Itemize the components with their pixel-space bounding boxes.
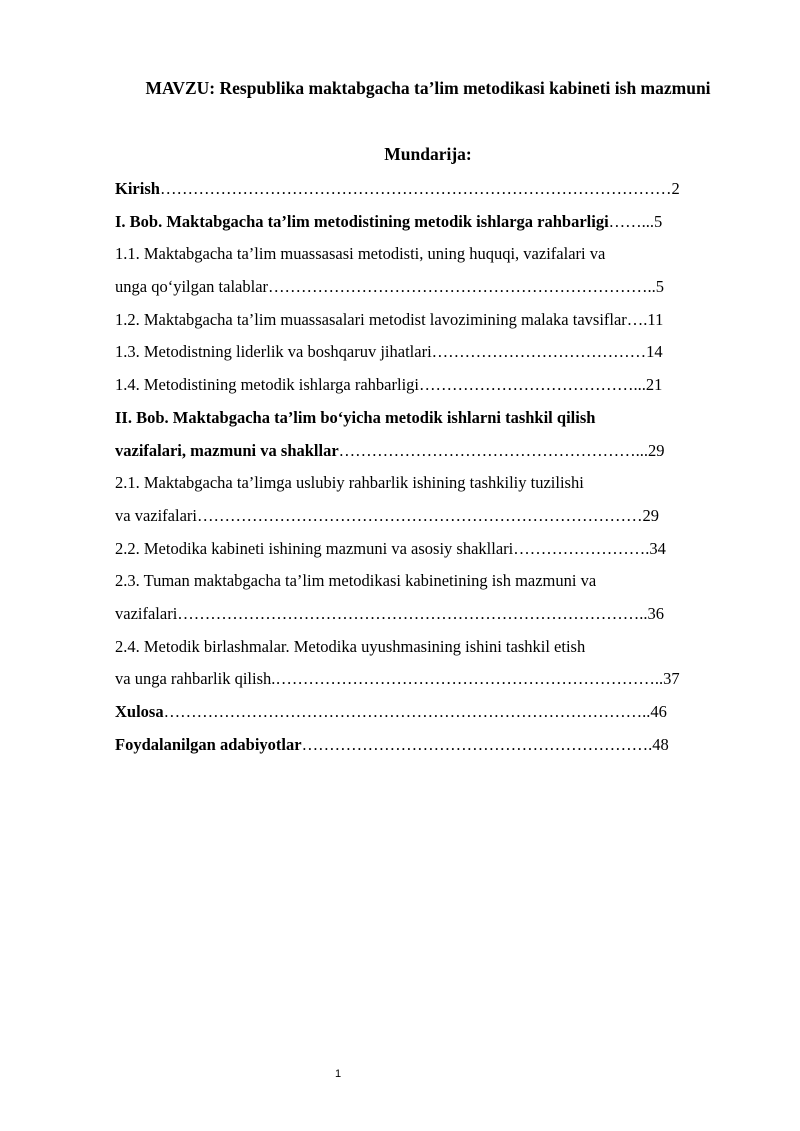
toc-entry-1-1-line-1: 1.1. Maktabgacha ta’lim muassasasi metodisti, uning huquqi, vazifalari va: [115, 244, 606, 264]
toc-entry-1-4: 1.4. Metodistining metodik ishlarga rahbarligi…………………………………...21: [115, 375, 663, 395]
toc-entry-2-1-line-2: va vazifalari………………………………………………………………………29: [115, 505, 659, 525]
toc-entry-1-2: 1.2. Maktabgacha ta’lim muassasalari metodist lavozimining malaka tavsiflar….11: [115, 309, 664, 329]
table-of-contents: [115, 173, 741, 761]
toc-entry-title: Foydalanilgan adabiyotlar: [115, 734, 302, 754]
toc-entry-leader-page: ………………………………………………...29: [338, 440, 665, 460]
toc-entry-leader-page: ……………………………………………………………………………..46: [163, 702, 667, 721]
toc-entry-2-3-line-2: vazifalari…………………………………………………………………………..36: [115, 603, 665, 623]
toc-entry-title: Xulosa: [115, 702, 164, 721]
toc-entry-2-4-line-2: va unga rahbarlik qilish.……………………………………………………………..37: [115, 669, 680, 689]
toc-entry-2-1-line-1: 2.1. Maktabgacha ta’limga uslubiy rahbarlik ishining tashkiliy tuzilishi: [115, 473, 584, 493]
toc-entry-2-2: 2.2. Metodika kabineti ishining mazmuni va asosiy shakllari…………………….34: [115, 538, 666, 558]
toc-entry-leader-page: ……………………………………………………….48: [301, 734, 669, 754]
toc-entry-introduction: [115, 173, 741, 206]
toc-entry-1-3: 1.3. Metodistning liderlik va boshqaruv jihatlari…………………………………14: [115, 342, 663, 362]
toc-heading: Mundarija:: [384, 144, 472, 164]
toc-entry-2-3-line-1: 2.3. Tuman maktabgacha ta’lim metodikasi kabinetining ish mazmuni va: [115, 571, 597, 591]
toc-entry-title: vazifalari, mazmuni va shakllar: [115, 440, 339, 460]
toc-entry-2-4-line-1: 2.4. Metodik birlashmalar. Metodika uyushmasining ishini tashkil etish: [115, 636, 586, 656]
toc-entry-chapter-1: [115, 206, 741, 239]
toc-entry-chapter-2-line-1: II. Bob. Maktabgacha ta’lim bo‘yicha metodik ishlarni tashkil qilish: [115, 407, 596, 427]
toc-entry-leader-page: ……...5: [608, 211, 663, 231]
toc-entry-title: I. Bob. Maktabgacha ta’lim metodistining metodik ishlarga rahbarligi: [115, 211, 609, 231]
page-number: 1: [334, 1068, 342, 1080]
toc-entry-references: [115, 729, 741, 762]
toc-entry-1-1-line-2: unga qo‘yilgan talablar……………………………………………………………..5: [115, 277, 665, 297]
document-topic: MAVZU: Respublika maktabgacha ta’lim metodikasi kabineti ish mazmuni: [145, 78, 711, 98]
toc-entry-title: Kirish: [115, 179, 160, 198]
toc-entry-conclusion: [115, 696, 741, 729]
toc-entry-chapter-2-line-2: [115, 435, 741, 468]
toc-entry-leader-page: …………………………………………………………………………………2: [159, 179, 680, 198]
